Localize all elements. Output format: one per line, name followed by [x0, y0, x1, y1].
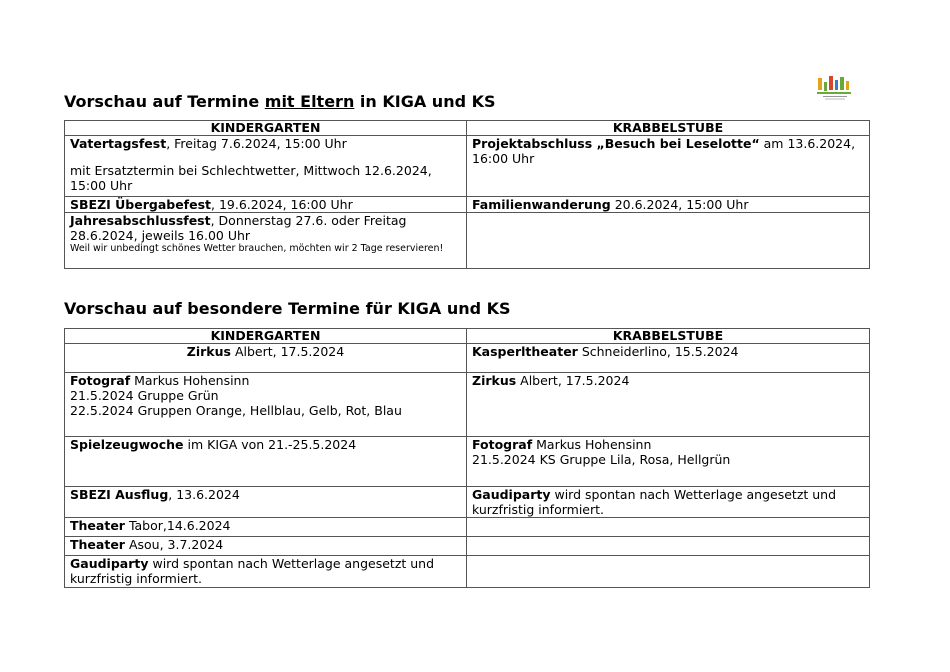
table-termine-mit-eltern: [64, 120, 870, 269]
table-row: Spielzeugwoche im KIGA von 21.-25.5.2024 Fotograf Markus Hohensinn 21.5.2024 KS Gruppe Lila, Rosa, Hellgrün: [65, 437, 870, 487]
column-header-krabbelstube: KRABBELSTUBE: [467, 329, 870, 344]
section2-title: Vorschau auf besondere Termine für KIGA und KS: [64, 299, 511, 318]
table-row: Fotograf Markus Hohensinn 21.5.2024 Gruppe Grün 22.5.2024 Gruppen Orange, Hellblau, Gelb, Rot, Blau Zirkus Albert, 17.5.2024: [65, 373, 870, 437]
table-row: Zirkus Albert, 17.5.2024 Kasperltheater Schneiderlino, 15.5.2024: [65, 344, 870, 373]
section1-title: Vorschau auf Termine mit Eltern in KIGA und KS: [64, 92, 496, 111]
table-row: Theater Asou, 3.7.2024: [65, 537, 870, 556]
column-header-kindergarten: KINDERGARTEN: [65, 329, 467, 344]
table-row: SBEZI Übergabefest, 19.6.2024, 16:00 Uhr Familienwanderung 20.6.2024, 15:00 Uhr: [65, 197, 870, 213]
column-header-kindergarten: KINDERGARTEN: [65, 121, 467, 136]
table-row: Gaudiparty wird spontan nach Wetterlage angesetzt und kurzfristig informiert.: [65, 556, 870, 588]
column-header-krabbelstube: KRABBELSTUBE: [467, 121, 870, 136]
table-row: SBEZI Ausflug, 13.6.2024 Gaudiparty wird spontan nach Wetterlage angesetzt und kurzfristig informiert.: [65, 487, 870, 518]
kindergarten-logo-icon: [815, 74, 855, 102]
table-row: Theater Tabor,14.6.2024: [65, 518, 870, 537]
table-row: Jahresabschlussfest, Donnerstag 27.6. oder Freitag 28.6.2024, jeweils 16.00 Uhr Weil wir unbedingt schönes Wetter brauchen, möchten wir 2 Tage reservieren!: [65, 213, 870, 269]
table-row: Vatertagsfest, Freitag 7.6.2024, 15:00 Uhr mit Ersatztermin bei Schlechtwetter, Mittwoch 12.6.2024, 15:00 Uhr Projektabschluss „Besuch bei Leselotte“ am 13.6.2024, 16:00 Uhr: [65, 136, 870, 197]
table-besondere-termine: [64, 328, 870, 588]
